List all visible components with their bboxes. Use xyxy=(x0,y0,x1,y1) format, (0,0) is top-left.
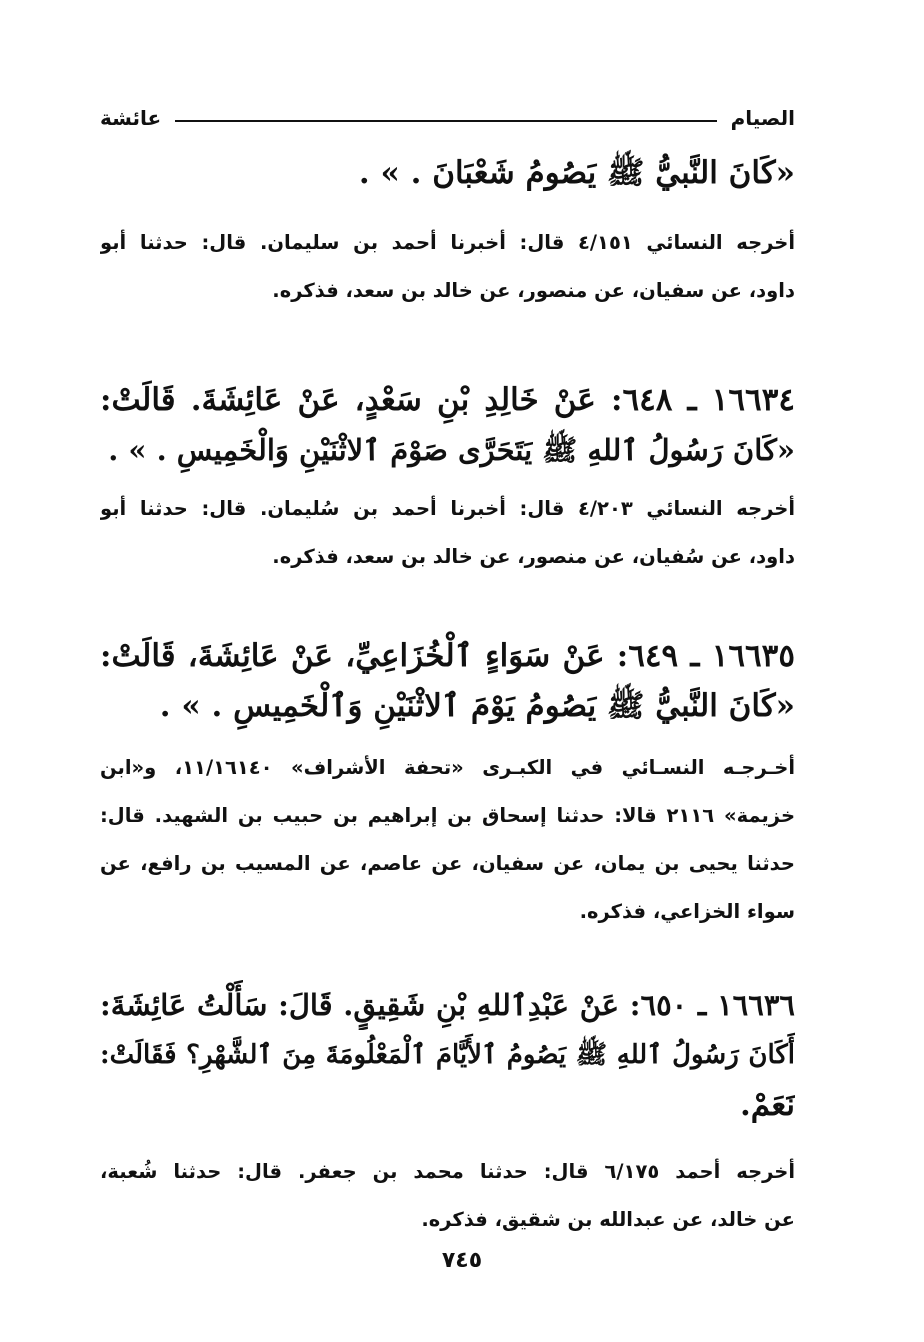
hadith-16635 xyxy=(100,631,795,731)
hadith-16634 xyxy=(100,375,795,475)
hadith-line: نَعَمْ. xyxy=(739,1087,795,1123)
takhrij-note xyxy=(100,485,795,581)
hadith-line: ١٦٦٣٥ ـ ٦٤٩: عَنْ سَوَاءٍ ٱلْخُزَاعِيِّ، عَنْ عَائِشَةَ، قَالَتْ: xyxy=(100,638,795,674)
header-rule xyxy=(175,120,716,122)
hadith-16636 xyxy=(100,980,795,1130)
takhrij-line: سواء الخزاعي، فذكره. xyxy=(579,900,795,923)
takhrij-note xyxy=(100,744,795,936)
takhrij-line: عن خالد، عن عبدالله بن شقيق، فذكره. xyxy=(421,1208,795,1231)
narrator-name: عائشة xyxy=(100,106,162,130)
takhrij-line: أخـرجـه النسـائي في الكبـرى «تحفة الأشراف» ١١/١٦١٤٠، و«ابن xyxy=(100,756,795,779)
takhrij-line: داود، عن سفيان، عن منصور، عن خالد بن سعد، فذكره. xyxy=(272,279,795,302)
takhrij-line: أخرجه النسائي ٤/١٥١ قال: أخبرنا أحمد بن سليمان. قال: حدثنا أبو xyxy=(100,231,795,254)
hadith-text-continued xyxy=(100,148,795,198)
takhrij-line: حدثنا يحيى بن يمان، عن سفيان، عن عاصم، عن المسيب بن رافع، عن xyxy=(100,852,795,875)
takhrij-line: أخرجه أحمد ٦/١٧٥ قال: حدثنا محمد بن جعفر. قال: حدثنا شُعبة، xyxy=(100,1160,795,1183)
takhrij-line: خزيمة» ٢١١٦ قالا: حدثنا إسحاق بن إبراهيم بن حبيب بن الشهيد. قال: xyxy=(100,804,795,827)
hadith-line: ١٦٦٣٦ ـ ٦٥٠: عَنْ عَبْدِٱللهِ بْنِ شَقِيقٍ. قَالَ: سَأَلْتُ عَائِشَةَ: xyxy=(100,988,795,1022)
takhrij-note xyxy=(100,219,795,315)
hadith-line: ١٦٦٣٤ ـ ٦٤٨: عَنْ خَالِدِ بْنِ سَعْدٍ، عَنْ عَائِشَةَ. قَالَتْ: xyxy=(100,382,795,418)
chapter-title: الصيام xyxy=(730,106,795,130)
takhrij-line: أخرجه النسائي ٤/٢٠٣ قال: أخبرنا أحمد بن سُليمان. قال: حدثنا أبو xyxy=(100,497,795,520)
hadith-line: «كَانَ النَّبيُّ ﷺ يَصُومُ يَوْمَ ٱلاثْنَيْنِ وَٱلْخَمِيسِ . » . xyxy=(159,688,795,724)
takhrij-line: داود، عن سُفيان، عن منصور، عن خالد بن سعد، فذكره. xyxy=(272,545,795,568)
hadith-line: «كَانَ النَّبيُّ ﷺ يَصُومُ شَعْبَانَ . » . xyxy=(358,155,795,191)
running-header xyxy=(100,100,795,136)
takhrij-note xyxy=(100,1148,795,1244)
hadith-line: أَكَانَ رَسُولُ ٱللهِ ﷺ يَصُومُ ٱلأَيَّامَ ٱلْمَعْلُومَةَ مِنَ ٱلشَّهْرِ؟ فَقَالَتْ: xyxy=(100,1040,795,1070)
hadith-line: «كَانَ رَسُولُ ٱللهِ ﷺ يَتَحَرَّى صَوْمَ ٱلاثْنَيْنِ وَالْخَمِيسِ . » . xyxy=(108,433,795,467)
page-number: ٧٤٥ xyxy=(441,1248,483,1273)
